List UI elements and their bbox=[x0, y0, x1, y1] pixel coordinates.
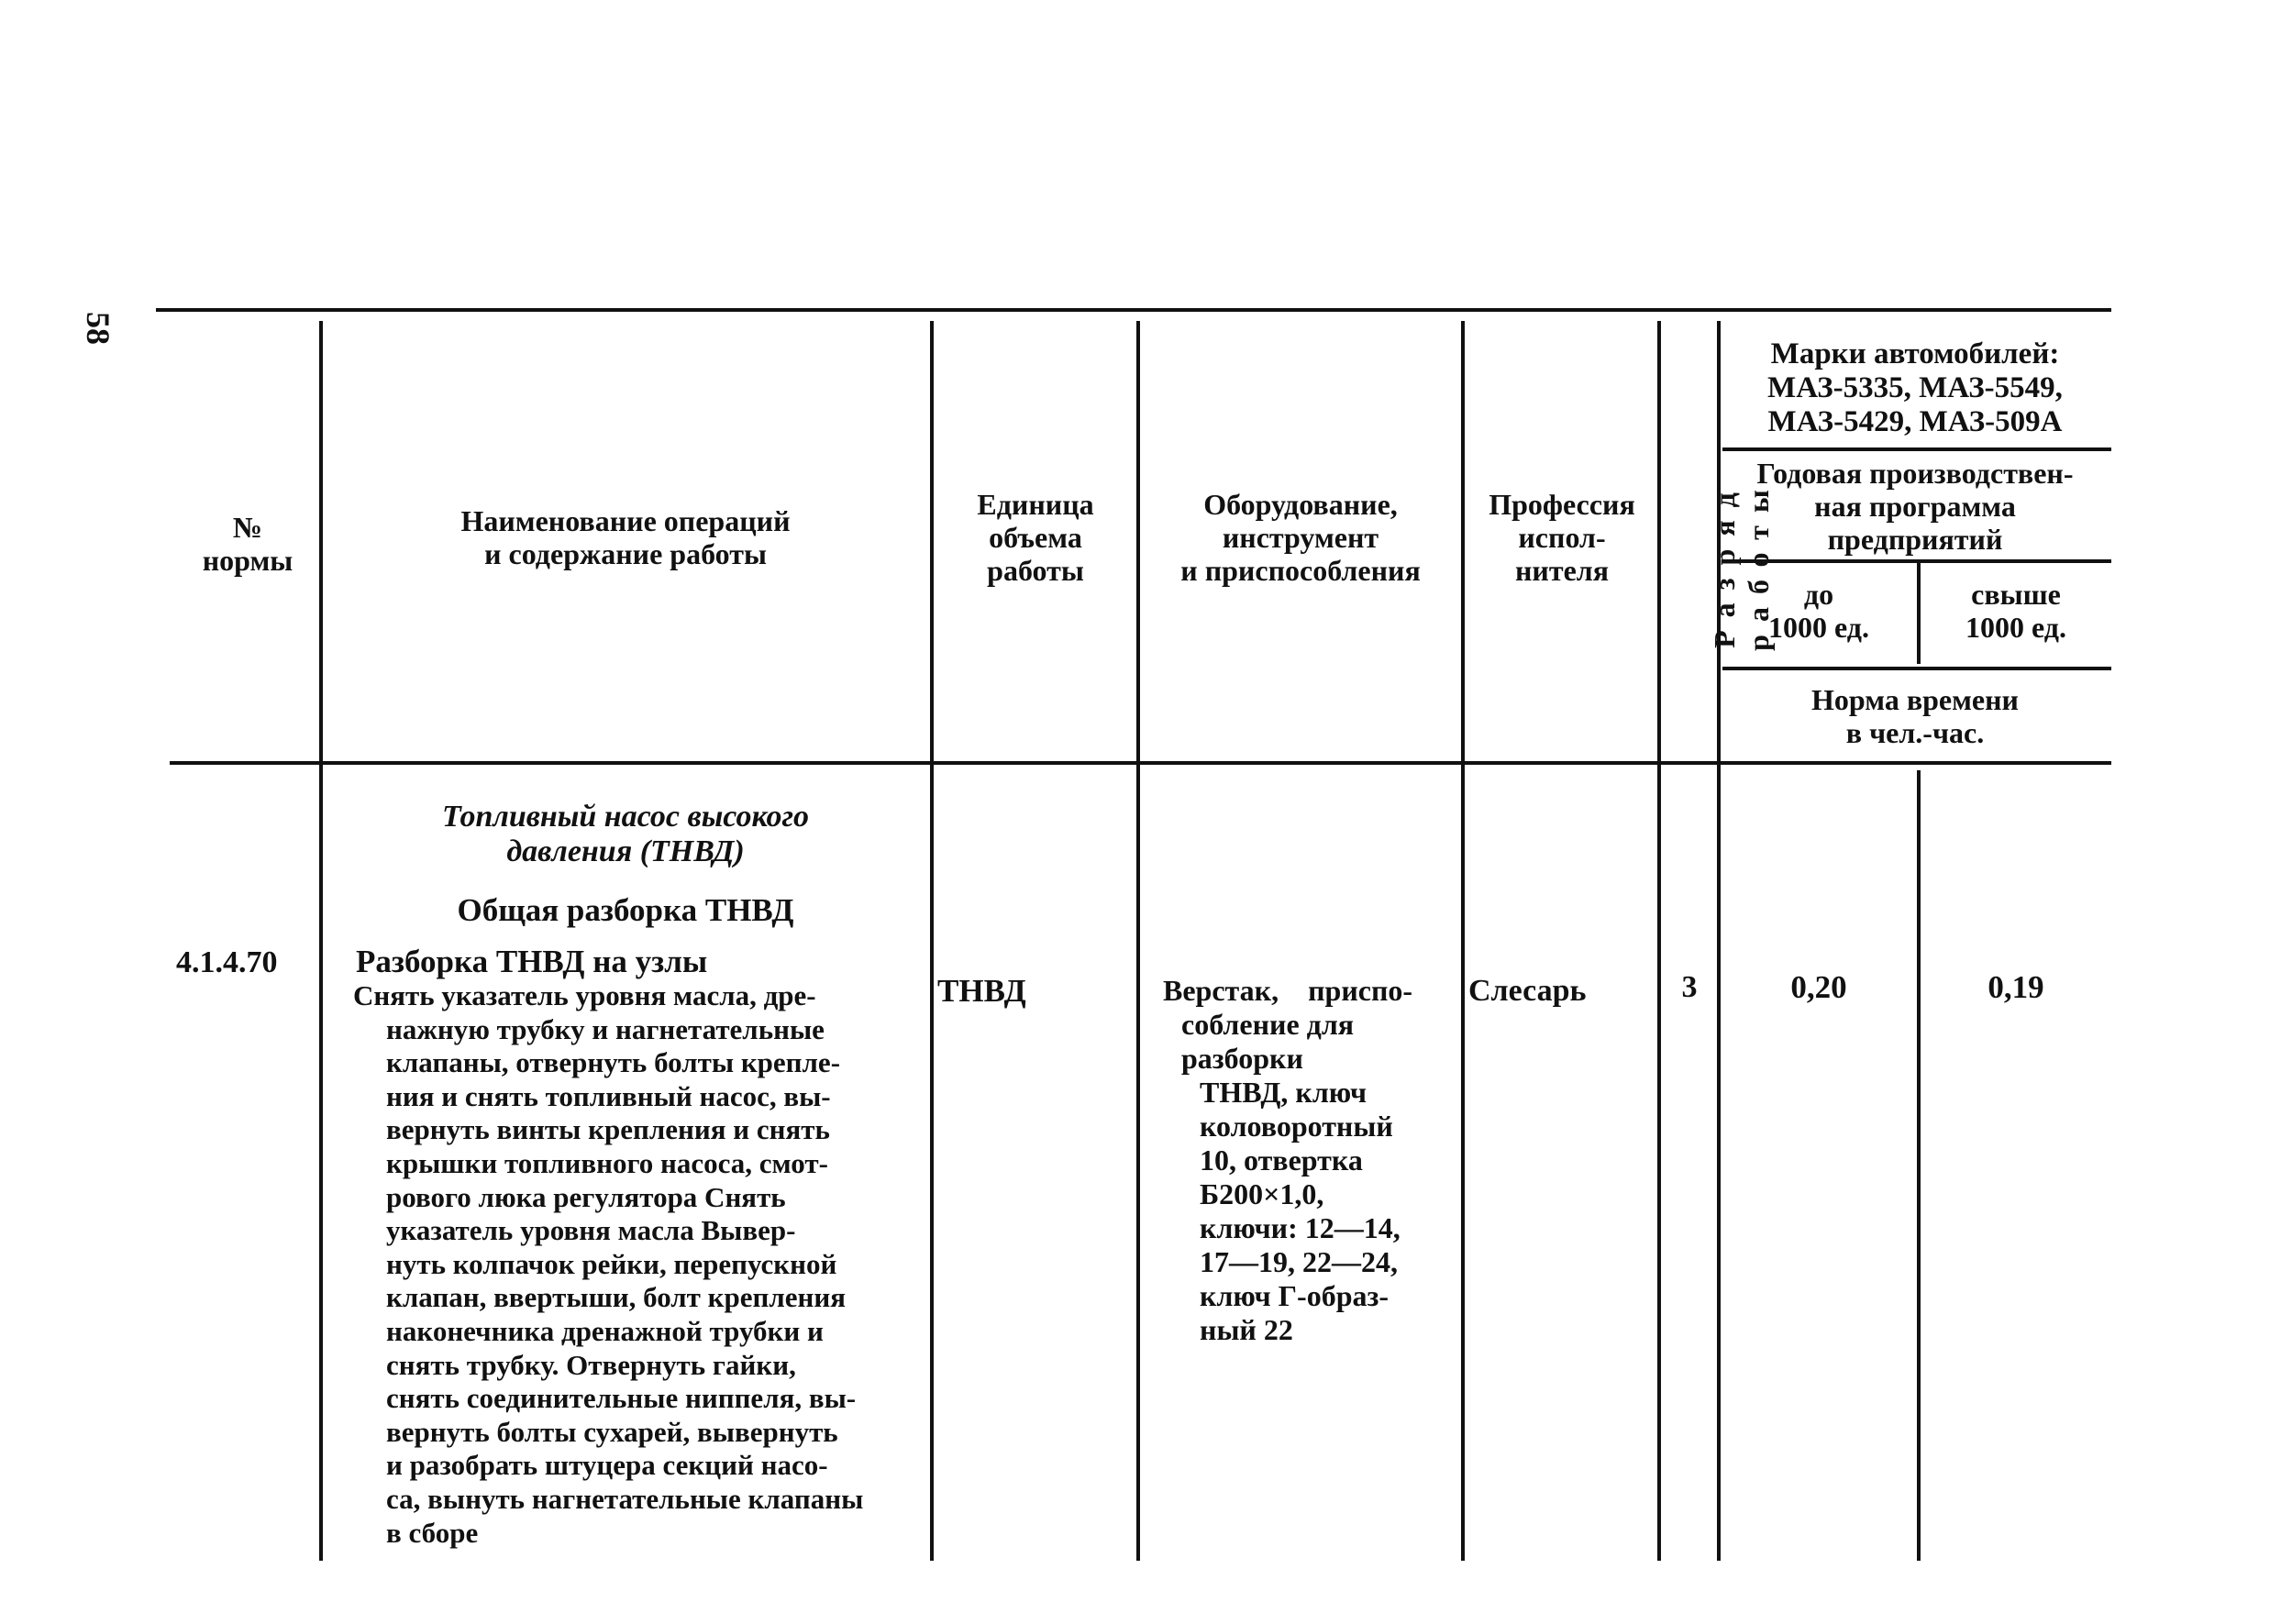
row-profession: Слесарь bbox=[1468, 974, 1587, 1008]
section-subtitle: Общая разборка ТНВД bbox=[457, 892, 794, 928]
row-number: 4.1.4.70 bbox=[176, 945, 278, 979]
page-number: 58 bbox=[80, 312, 116, 345]
desc-line: крышки топливного насоса, смот- bbox=[386, 1146, 828, 1179]
desc-line: Снять указатель уровня масла, дре- bbox=[353, 979, 816, 1011]
desc-line: клапан, ввертыши, болт крепления bbox=[386, 1281, 847, 1314]
header-unit: Единица объема работы bbox=[977, 488, 1094, 587]
desc-line: наконечника дренажной трубки и bbox=[386, 1314, 824, 1347]
equip-line: Верстак, приспо- bbox=[1163, 974, 1413, 1007]
desc-line: и разобрать штуцера секций насо- bbox=[386, 1449, 828, 1482]
header-up-to-1000: до 1000 ед. bbox=[1768, 578, 1869, 644]
equip-line: коловоротный bbox=[1200, 1110, 1393, 1143]
header-over-1000: свыше 1000 ед. bbox=[1965, 578, 2066, 644]
equip-line: Б200×1,0, bbox=[1200, 1177, 1324, 1210]
row-description bbox=[353, 979, 929, 1550]
desc-line: рового люка регулятора Снять bbox=[386, 1180, 786, 1213]
row-norm-up-to-1000: 0,20 bbox=[1790, 969, 1847, 1005]
equip-line: ТНВД, ключ bbox=[1200, 1076, 1367, 1109]
equip-line: разборки bbox=[1181, 1042, 1303, 1075]
equip-line: собление для bbox=[1181, 1008, 1355, 1041]
header-bottom-rule bbox=[170, 761, 2111, 765]
section-title: Топливный насос высокого давления (ТНВД) bbox=[441, 800, 810, 868]
desc-line: нуть колпачок рейки, перепускной bbox=[386, 1247, 837, 1280]
equip-line: ключи: 12—14, bbox=[1200, 1211, 1401, 1244]
brands-rule bbox=[1722, 447, 2111, 451]
vline-7b bbox=[1917, 770, 1921, 1561]
equip-line: ный 22 bbox=[1200, 1313, 1293, 1346]
row-operation-title: Разборка ТНВД на узлы bbox=[356, 944, 708, 979]
header-brands: Марки автомобилей: МАЗ-5335, МАЗ-5549, МАЗ-5429, МАЗ-509А bbox=[1767, 337, 2063, 438]
equip-line: 10, отвертка bbox=[1200, 1143, 1363, 1177]
desc-line: вернуть винты крепления и снять bbox=[386, 1113, 830, 1146]
desc-line: указатель уровня масла Вывер- bbox=[386, 1214, 796, 1247]
header-operation-name: Наименование операций и содержание работы bbox=[460, 504, 791, 570]
desc-line: клапаны, отвернуть болты крепле- bbox=[386, 1046, 841, 1079]
row-grade: 3 bbox=[1681, 970, 1698, 1004]
row-unit: ТНВД bbox=[937, 973, 1026, 1009]
desc-line: в сборе bbox=[386, 1516, 479, 1549]
header-time-norm: Норма времени в чел.-час. bbox=[1811, 683, 2019, 749]
desc-line: нажную трубку и нагнетательные bbox=[386, 1012, 825, 1045]
header-grade: Разряд работы bbox=[1708, 477, 1775, 651]
desc-line: снять трубку. Отвернуть гайки, bbox=[386, 1348, 796, 1381]
header-equipment: Оборудование, инструмент и приспособления bbox=[1180, 488, 1421, 587]
equip-line: ключ Г-образ- bbox=[1200, 1279, 1389, 1312]
row-equipment bbox=[1163, 974, 1461, 1347]
header-program: Годовая производствен- ная программа предприятий bbox=[1756, 457, 2074, 556]
desc-line: ния и снять топливный насос, вы- bbox=[386, 1079, 831, 1112]
equip-line: 17—19, 22—24, bbox=[1200, 1245, 1398, 1278]
row-norm-over-1000: 0,19 bbox=[1988, 969, 2044, 1005]
table-top-rule bbox=[156, 308, 2111, 312]
desc-line: вернуть болты сухарей, вывернуть bbox=[386, 1415, 838, 1448]
subcol-rule bbox=[1722, 667, 2111, 670]
header-norm-number: № нормы bbox=[202, 511, 293, 577]
desc-line: са, вынуть нагнетательные клапаны bbox=[386, 1482, 864, 1515]
header-profession: Профессия испол- нителя bbox=[1489, 488, 1635, 587]
desc-line: снять соединительные ниппеля, вы- bbox=[386, 1382, 857, 1415]
